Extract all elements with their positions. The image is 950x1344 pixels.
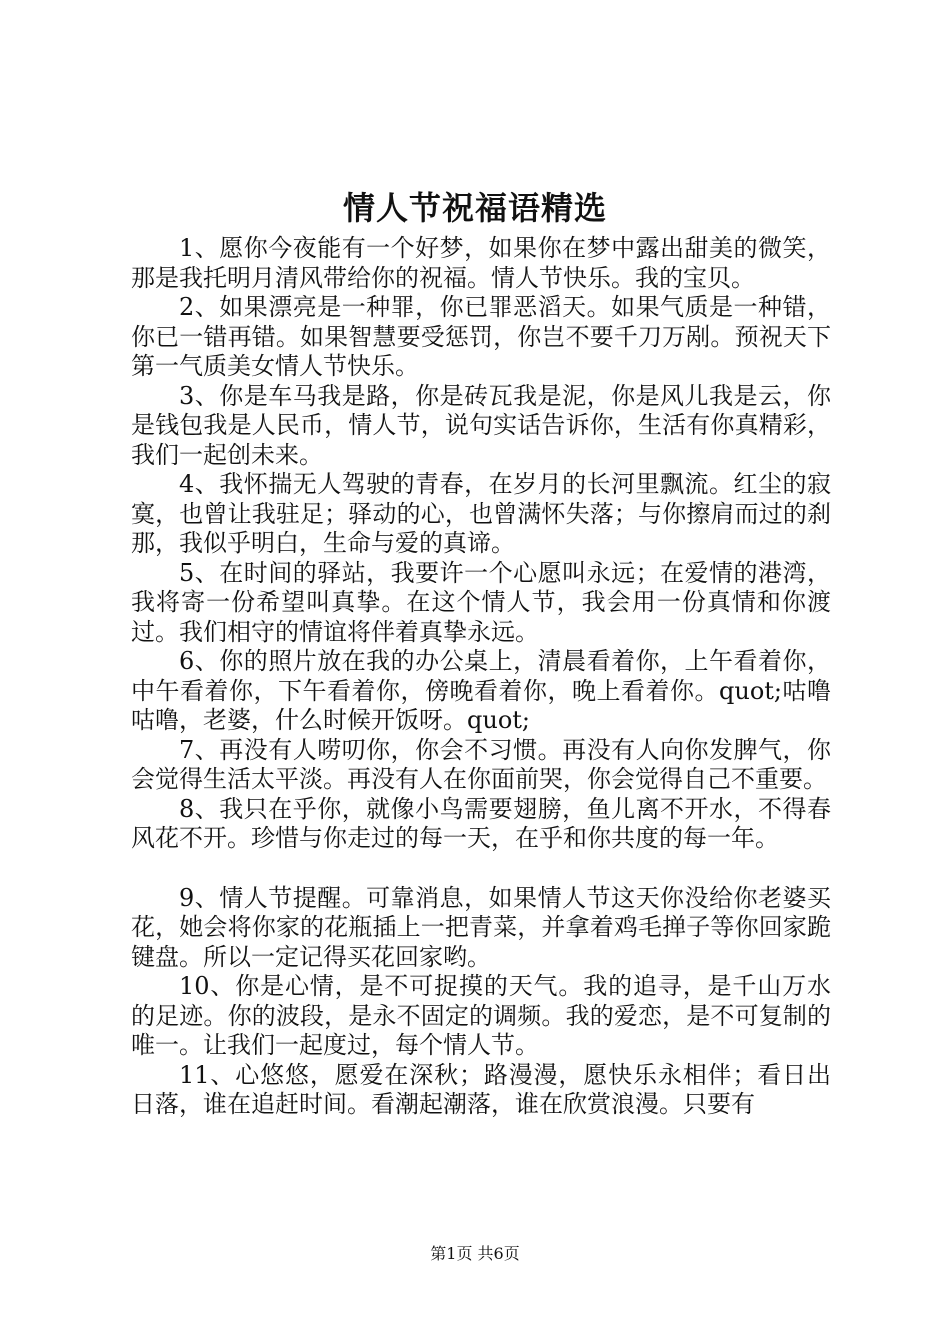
- paragraph-2: 2、如果漂亮是一种罪，你已罪恶滔天。如果气质是一种错，你已一错再错。如果智慧要受惩罚，你岂不要千刀万剐。预祝天下第一气质美女情人节快乐。: [131, 293, 831, 380]
- paragraph-11: 11、心悠悠，愿爱在深秋；路漫漫，愿快乐永相伴；看日出日落，谁在追赶时间。看潮起潮落，谁在欣赏浪漫。只要有: [131, 1060, 831, 1118]
- paragraph-4: 4、我怀揣无人驾驶的青春，在岁月的长河里飘流。红尘的寂寞，也曾让我驻足；驿动的心，也曾满怀失落；与你擦肩而过的刹那，我似乎明白，生命与爱的真谛。: [131, 470, 831, 557]
- paragraph-10: 10、你是心情，是不可捉摸的天气。我的追寻，是千山万水的足迹。你的波段，是永不固定的调频。我的爱恋，是不可复制的唯一。让我们一起度过，每个情人节。: [131, 972, 831, 1059]
- paragraph-1: 1、愿你今夜能有一个好梦，如果你在梦中露出甜美的微笑，那是我托明月清风带给你的祝福。情人节快乐。我的宝贝。: [131, 234, 831, 292]
- paragraph-8: 8、我只在乎你，就像小鸟需要翅膀，鱼儿离不开水，不得春风花不开。珍惜与你走过的每一天，在乎和你共度的每一年。: [131, 794, 831, 852]
- paragraph-9: 9、情人节提醒。可靠消息，如果情人节这天你没给你老婆买花，她会将你家的花瓶插上一把青菜，并拿着鸡毛掸子等你回家跪键盘。所以一定记得买花回家哟。: [131, 883, 831, 971]
- paragraph-6: 6、你的照片放在我的办公桌上，清晨看着你，上午看着你，中午看着你，下午看着你，傍晚看着你，晚上看着你。quot;咕噜咕噜，老婆，什么时候开饭呀。quot;: [131, 647, 831, 734]
- paragraph-5: 5、在时间的驿站，我要许一个心愿叫永远；在爱情的港湾，我将寄一份希望叫真挚。在这个情人节，我会用一份真情和你渡过。我们相守的情谊将伴着真挚永远。: [131, 558, 831, 646]
- page-footer: 第1页 共6页: [430, 1244, 520, 1263]
- document-title: 情人节祝福语精选: [342, 189, 607, 227]
- paragraph-7: 7、再没有人唠叨你，你会不习惯。再没有人向你发脾气，你会觉得生活太平淡。再没有人在你面前哭，你会觉得自己不重要。: [131, 735, 831, 793]
- paragraph-3: 3、你是车马我是路，你是砖瓦我是泥，你是风儿我是云，你是钱包我是人民币，情人节，说句实话告诉你，生活有你真精彩，我们一起创未来。: [131, 381, 831, 469]
- document-body: [131, 234, 831, 1120]
